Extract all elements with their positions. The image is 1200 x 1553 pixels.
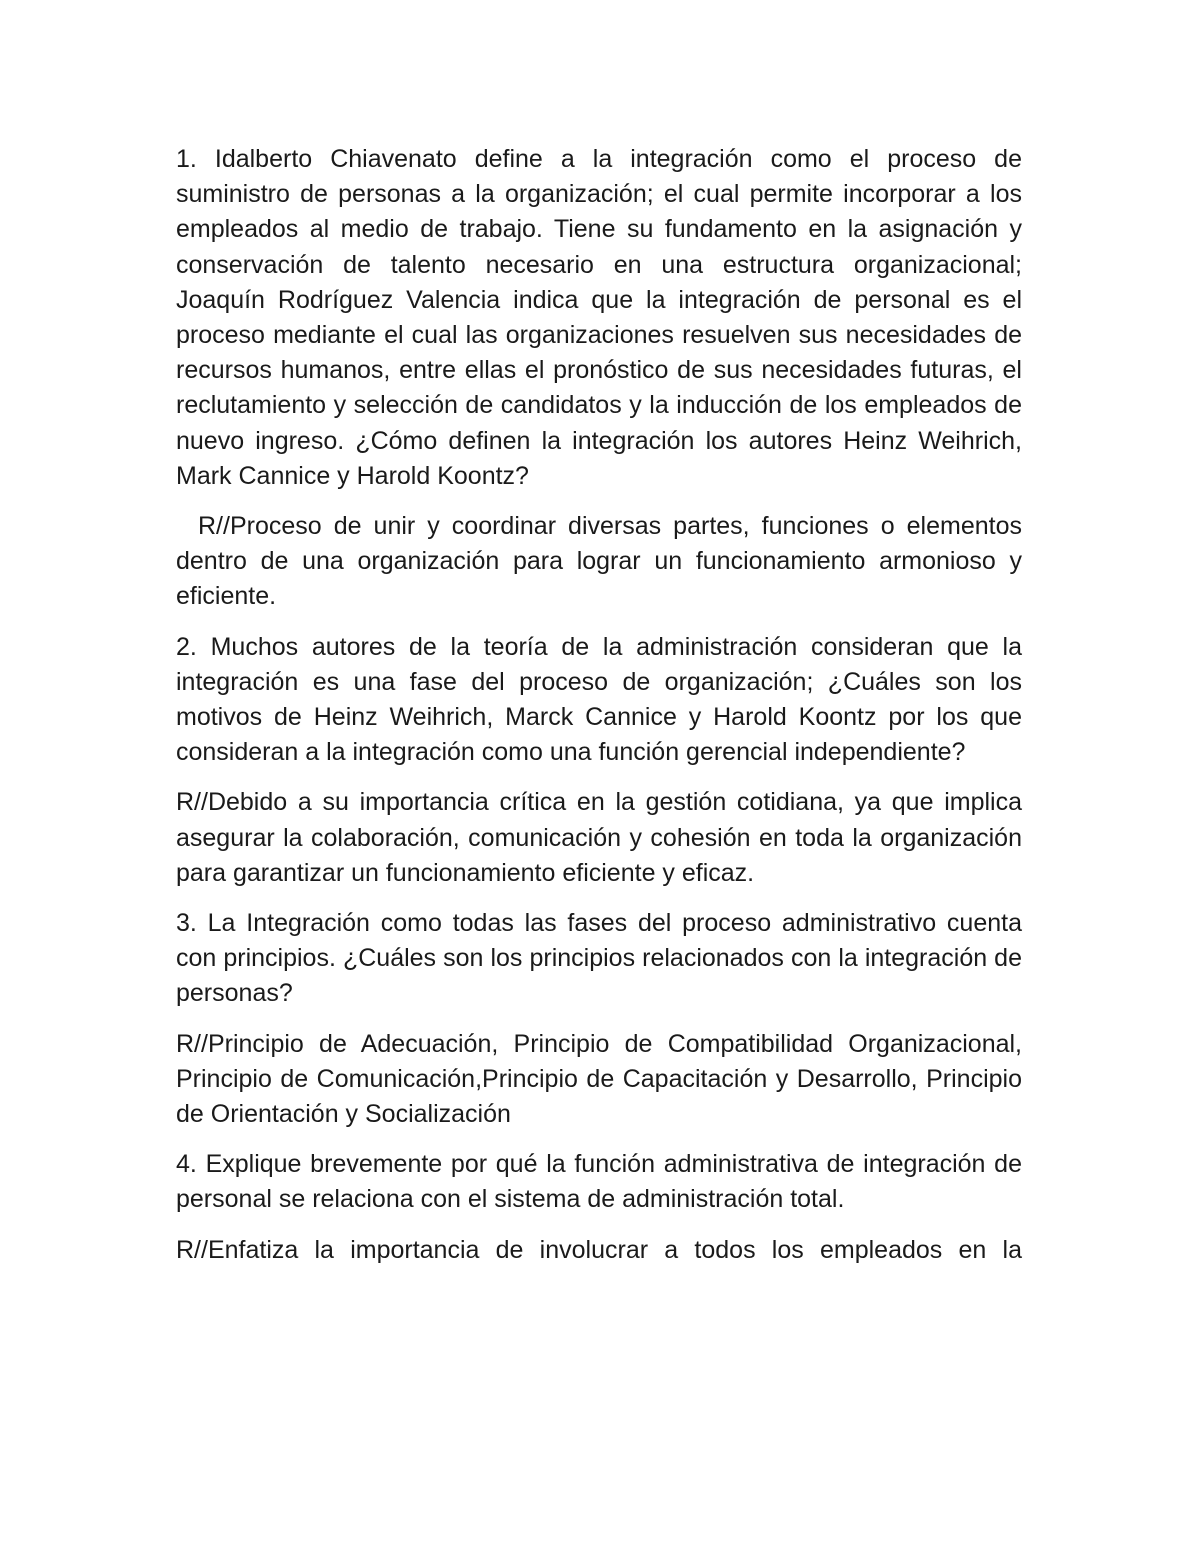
question-1-paragraph: 1. Idalberto Chiavenato define a la integración como el proceso de suministro de personas a la organización; el cual permite incorporar a los empleados al medio de trabajo. Tiene su fundamento en la asignación y conservación de talento necesario en una estructura organizacional; Joaquín Rodríguez Valencia indica que la integración de personal es el proceso mediante el cual las organizaciones resuelven sus necesidades de recursos humanos, entre ellas el pronóstico de sus necesidades futuras, el reclutamiento y selección de candidatos y la inducción de los empleados de nuevo ingreso. ¿Cómo definen la integración los autores Heinz Weihrich, Mark Cannice y Harold Koontz? [176, 145, 1022, 490]
question-4-paragraph: 4. Explique brevemente por qué la función administrativa de integración de personal se relaciona con el sistema de administración total. [176, 1150, 1022, 1214]
answer-3-paragraph: R//Principio de Adecuación, Principio de Compatibilidad Organizacional, Principio de Comunicación,Principio de Capacitación y Desarrollo, Principio de Orientación y Socialización [176, 1029, 1022, 1129]
answer-2-paragraph: R//Debido a su importancia crítica en la gestión cotidiana, ya que implica asegurar la colaboración, comunicación y cohesión en toda la organización para garantizar un funcionamiento eficiente y eficaz. [176, 788, 1022, 887]
question-2-paragraph: 2. Muchos autores de la teoría de la administración consideran que la integración es una fase del proceso de organización; ¿Cuáles son los motivos de Heinz Weihrich, Marck Cannice y Harold Koontz por los que consideran a la integración como una función gerencial independiente? [176, 632, 1022, 767]
question-3-paragraph: 3. La Integración como todas las fases del proceso administrativo cuenta con principios. ¿Cuáles son los principios relacionados con la integración de personas? [176, 909, 1022, 1008]
answer-4-paragraph: R//Enfatiza la importancia de involucrar a todos los empleados en la [176, 1235, 1022, 1264]
document-body [176, 142, 1022, 1283]
answer-1-paragraph: R//Proceso de unir y coordinar diversas partes, funciones o elementos dentro de una organización para lograr un funcionamiento armonioso y eficiente. [176, 512, 1022, 611]
